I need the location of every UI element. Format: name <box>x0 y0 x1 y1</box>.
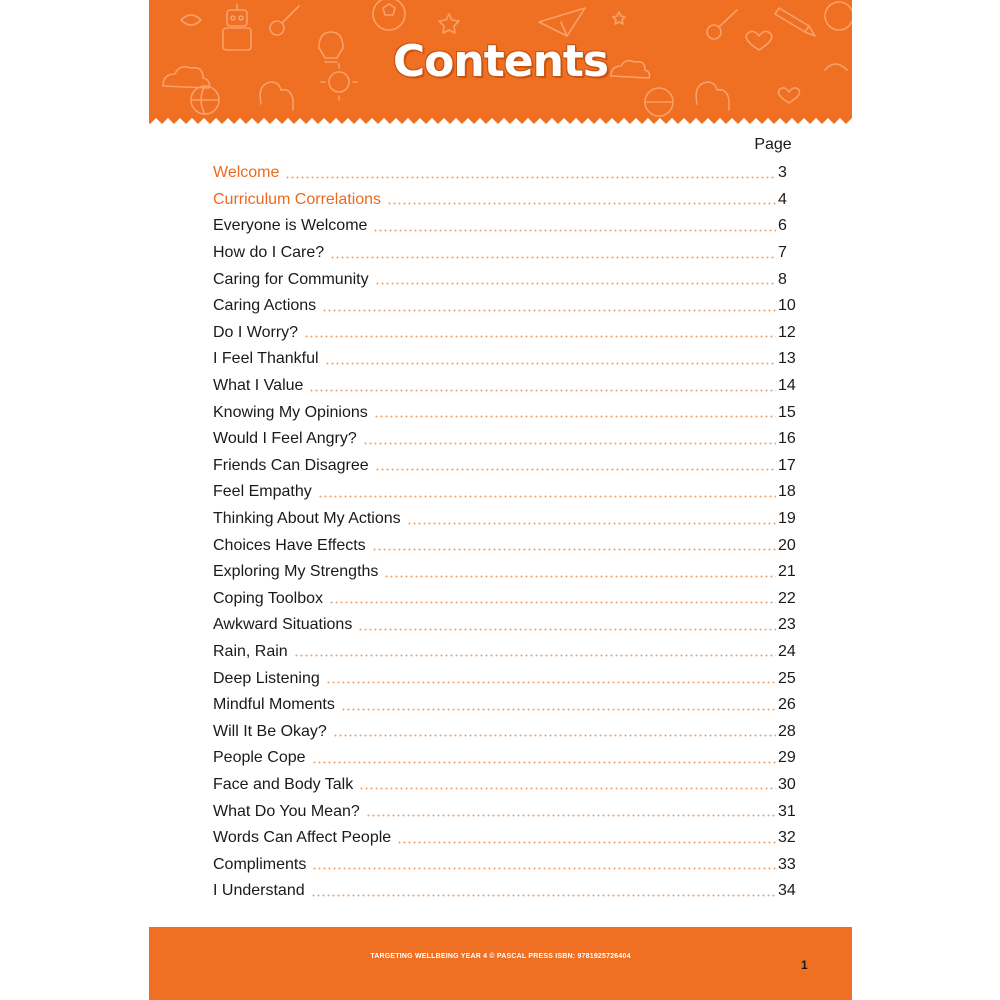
dot-leader <box>329 601 776 604</box>
toc-entry[interactable] <box>213 479 808 506</box>
toc-entry-title: What Do You Mean? <box>213 802 360 820</box>
toc-entry-page: 15 <box>778 403 796 421</box>
toc-entry[interactable] <box>213 772 808 799</box>
page-title: Contents <box>392 36 609 87</box>
toc-entry-page: 18 <box>778 483 796 501</box>
toc-entry-title: Deep Listening <box>213 669 320 687</box>
dot-leader <box>374 415 776 418</box>
toc-entry-title: Words Can Affect People <box>213 829 392 847</box>
toc-entry-title: I Feel Thankful <box>213 350 319 368</box>
toc-entry-page: 33 <box>778 855 796 873</box>
dot-leader <box>372 548 776 551</box>
toc-entry-page: 30 <box>778 775 796 793</box>
toc-entry[interactable] <box>213 798 808 825</box>
toc-entry[interactable] <box>213 878 808 905</box>
table-of-contents <box>213 160 808 905</box>
toc-entry[interactable] <box>213 692 808 719</box>
dot-leader <box>322 309 776 312</box>
dot-leader <box>407 522 776 525</box>
toc-entry[interactable] <box>213 399 808 426</box>
toc-entry[interactable] <box>213 639 808 666</box>
document-page <box>149 0 852 1000</box>
toc-entry-page: 21 <box>778 563 796 581</box>
toc-entry[interactable] <box>213 586 808 613</box>
toc-entry-page: 23 <box>778 616 796 634</box>
toc-entry-page: 29 <box>778 749 796 767</box>
toc-entry-title: Welcome <box>213 164 280 182</box>
dot-leader <box>285 176 776 179</box>
toc-entry-page: 13 <box>778 350 796 368</box>
toc-entry-title: Exploring My Strengths <box>213 563 379 581</box>
toc-entry[interactable] <box>213 187 808 214</box>
header-banner <box>149 0 852 126</box>
page-column-label: Page <box>754 136 792 153</box>
toc-entry[interactable] <box>213 346 808 373</box>
dot-leader <box>294 654 776 657</box>
dot-leader <box>375 282 776 285</box>
toc-entry-page: 12 <box>778 323 796 341</box>
toc-entry-title: Will It Be Okay? <box>213 722 327 740</box>
toc-entry-title: Choices Have Effects <box>213 536 366 554</box>
dot-leader <box>333 734 776 737</box>
toc-entry-title: Knowing My Opinions <box>213 403 368 421</box>
toc-entry[interactable] <box>213 293 808 320</box>
toc-entry-title: Everyone is Welcome <box>213 217 368 235</box>
toc-entry[interactable] <box>213 559 808 586</box>
toc-entry-page: 22 <box>778 589 796 607</box>
toc-entry[interactable] <box>213 612 808 639</box>
toc-entry-title: Awkward Situations <box>213 616 353 634</box>
toc-entry[interactable] <box>213 453 808 480</box>
dot-leader <box>363 442 776 445</box>
toc-entry-page: 14 <box>778 377 796 395</box>
dot-leader <box>312 867 776 870</box>
footer-bar <box>149 927 852 1000</box>
dot-leader <box>366 814 776 817</box>
toc-entry-page: 26 <box>778 696 796 714</box>
toc-entry-page: 34 <box>778 882 796 900</box>
toc-entry-title: Caring for Community <box>213 270 369 288</box>
toc-entry-page: 20 <box>778 536 796 554</box>
dot-leader <box>341 708 776 711</box>
toc-entry-page: 7 <box>778 244 787 262</box>
toc-entry[interactable] <box>213 240 808 267</box>
toc-entry[interactable] <box>213 373 808 400</box>
dot-leader <box>326 681 776 684</box>
toc-entry[interactable] <box>213 825 808 852</box>
toc-entry[interactable] <box>213 665 808 692</box>
toc-entry-title: Coping Toolbox <box>213 589 324 607</box>
dot-leader <box>309 389 776 392</box>
toc-entry-title: I Understand <box>213 882 305 900</box>
toc-entry-page: 10 <box>778 297 796 315</box>
toc-entry-title: Do I Worry? <box>213 323 299 341</box>
toc-entry[interactable] <box>213 160 808 187</box>
footer-copyright: TARGETING WELLBEING YEAR 4 © PASCAL PRESS ISBN: 9781925726404 <box>370 953 631 960</box>
dot-leader <box>325 362 776 365</box>
toc-entry-title: How do I Care? <box>213 244 325 262</box>
toc-entry-title: Friends Can Disagree <box>213 456 369 474</box>
toc-entry[interactable] <box>213 213 808 240</box>
toc-entry[interactable] <box>213 320 808 347</box>
toc-entry-title: Mindful Moments <box>213 696 335 714</box>
dot-leader <box>384 575 776 578</box>
toc-entry-title: People Cope <box>213 749 306 767</box>
toc-entry-title: Thinking About My Actions <box>213 510 401 528</box>
dot-leader <box>304 335 776 338</box>
toc-entry-page: 16 <box>778 430 796 448</box>
toc-entry-page: 3 <box>778 164 787 182</box>
toc-entry-title: Curriculum Correlations <box>213 190 382 208</box>
toc-entry[interactable] <box>213 745 808 772</box>
toc-entry-page: 19 <box>778 510 796 528</box>
toc-entry-title: Caring Actions <box>213 297 317 315</box>
toc-entry-page: 32 <box>778 829 796 847</box>
toc-entry[interactable] <box>213 426 808 453</box>
toc-entry[interactable] <box>213 266 808 293</box>
toc-entry[interactable] <box>213 506 808 533</box>
toc-entry[interactable] <box>213 851 808 878</box>
toc-entry-page: 6 <box>778 217 787 235</box>
dot-leader <box>312 761 776 764</box>
toc-entry-title: Would I Feel Angry? <box>213 430 357 448</box>
dot-leader <box>373 229 776 232</box>
dot-leader <box>318 495 776 498</box>
dot-leader <box>387 202 776 205</box>
toc-entry-title: Feel Empathy <box>213 483 312 501</box>
toc-entry-title: Face and Body Talk <box>213 775 354 793</box>
toc-entry-page: 24 <box>778 642 796 660</box>
dot-leader <box>397 841 776 844</box>
toc-entry-page: 4 <box>778 190 787 208</box>
dot-leader <box>358 628 776 631</box>
dot-leader <box>330 256 776 259</box>
toc-entry-page: 25 <box>778 669 796 687</box>
dot-leader <box>311 894 776 897</box>
toc-entry-title: Compliments <box>213 855 307 873</box>
toc-entry-title: Rain, Rain <box>213 642 288 660</box>
toc-entry-page: 31 <box>778 802 796 820</box>
page-number: 1 <box>801 958 808 972</box>
dot-leader <box>359 787 776 790</box>
dot-leader <box>375 468 776 471</box>
toc-entry[interactable] <box>213 718 808 745</box>
toc-entry-page: 8 <box>778 270 787 288</box>
toc-entry-title: What I Value <box>213 377 304 395</box>
toc-entry[interactable] <box>213 532 808 559</box>
toc-entry-page: 28 <box>778 722 796 740</box>
toc-entry-page: 17 <box>778 456 796 474</box>
